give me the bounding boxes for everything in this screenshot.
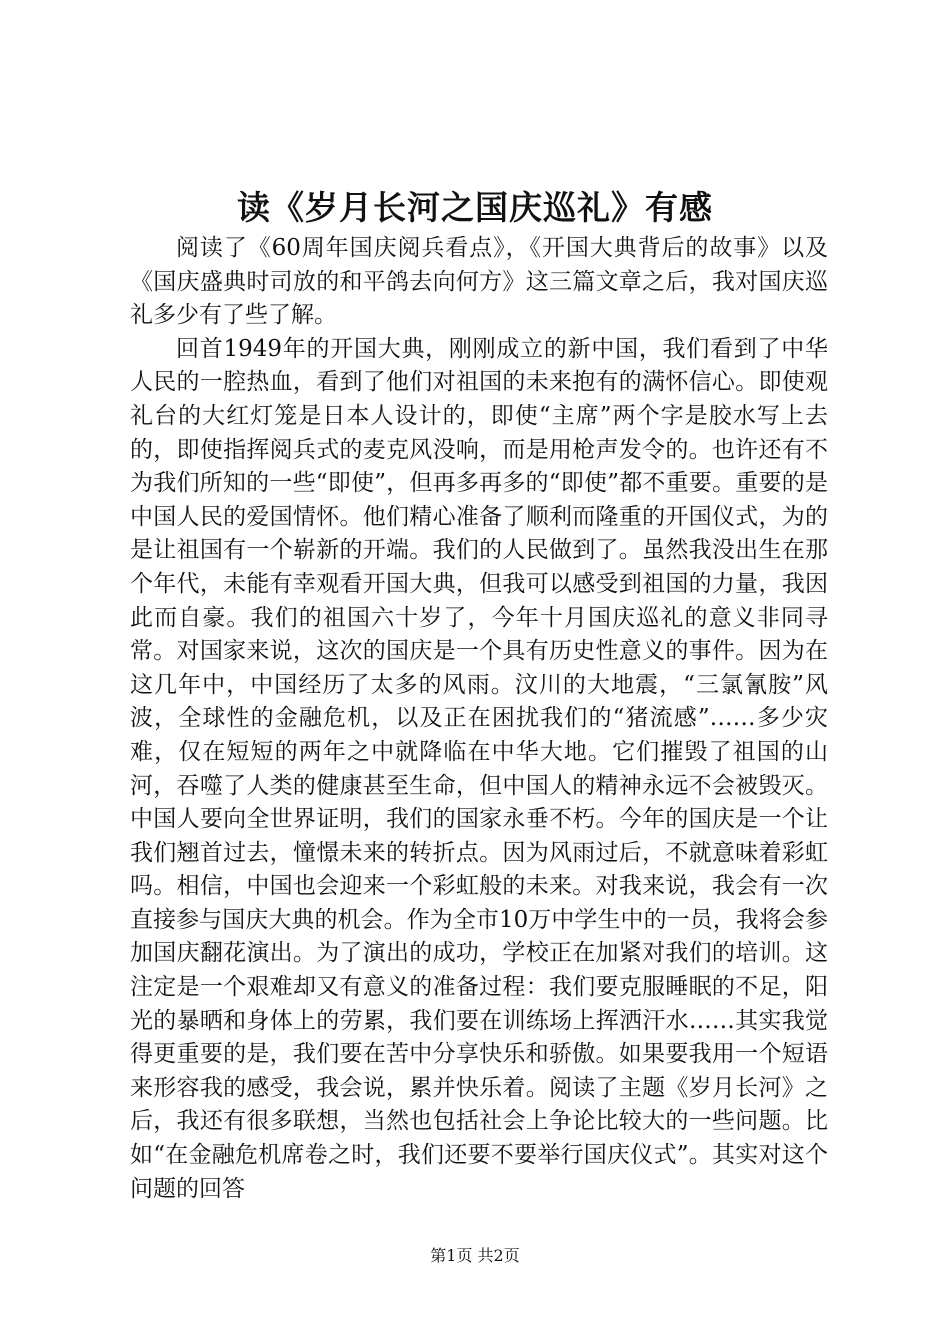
- paragraph-2: 回首1949年的开国大典，刚刚成立的新中国，我们看到了中华人民的一腔热血，看到了他们对祖国的未来抱有的满怀信心。即使观礼台的大红灯笼是日本人设计的，即使“主席”两个字是胶水写上去的，即使指挥阅兵式的麦克风没响，而是用枪声发令的。也许还有不为我们所知的一些“即使”，但再多再多的“即使”都不重要。重要的是中国人民的爱国情怀。他们精心准备了顺利而隆重的开国仪式，为的是让祖国有一个崭新的开端。我们的人民做到了。虽然我没出生在那个年代，未能有幸观看开国大典，但我可以感受到祖国的力量，我因此而自豪。我们的祖国六十岁了，今年十月国庆巡礼的意义非同寻常。对国家来说，这次的国庆是一个具有历史性意义的事件。因为在这几年中，中国经历了太多的风雨。汶川的大地震，“三氯氰胺”风波，全球性的金融危机，以及正在困扰我们的“猪流感”……多少灾难，仅在短短的两年之中就降临在中华大地。它们摧毁了祖国的山河，吞噬了人类的健康甚至生命，但中国人的精神永远不会被毁灭。中国人要向全世界证明，我们的国家永垂不朽。今年的国庆是一个让我们翘首过去，憧憬未来的转折点。因为风雨过后，不就意味着彩虹吗。相信，中国也会迎来一个彩虹般的未来。对我来说，我会有一次直接参与国庆大典的机会。作为全市10万中学生中的一员，我将会参加国庆翻花演出。为了演出的成功，学校正在加紧对我们的培训。这注定是一个艰难却又有意义的准备过程：我们要克服睡眠的不足，阳光的暴晒和身体上的劳累，我们要在训练场上挥洒汗水……其实我觉得更重要的是，我们要在苦中分享快乐和骄傲。如果要我用一个短语来形容我的感受，我会说，累并快乐着。阅读了主题《岁月长河》之后，我还有很多联想，当然也包括社会上争论比较大的一些问题。比如“在金融危机席卷之时，我们还要不要举行国庆仪式”。其实对这个问题的回答: [130, 335, 828, 1202]
- page-number-footer: 第1页 共2页: [430, 1246, 520, 1265]
- paragraph-1: 阅读了《60周年国庆阅兵看点》，《开国大典背后的故事》以及《国庆盛典时司放的和平鸽去向何方》这三篇文章之后，我对国庆巡礼多少有了些了解。: [130, 235, 828, 329]
- document-body: [130, 232, 828, 1206]
- document-title: 读《岁月长河之国庆巡礼》有感: [237, 188, 713, 227]
